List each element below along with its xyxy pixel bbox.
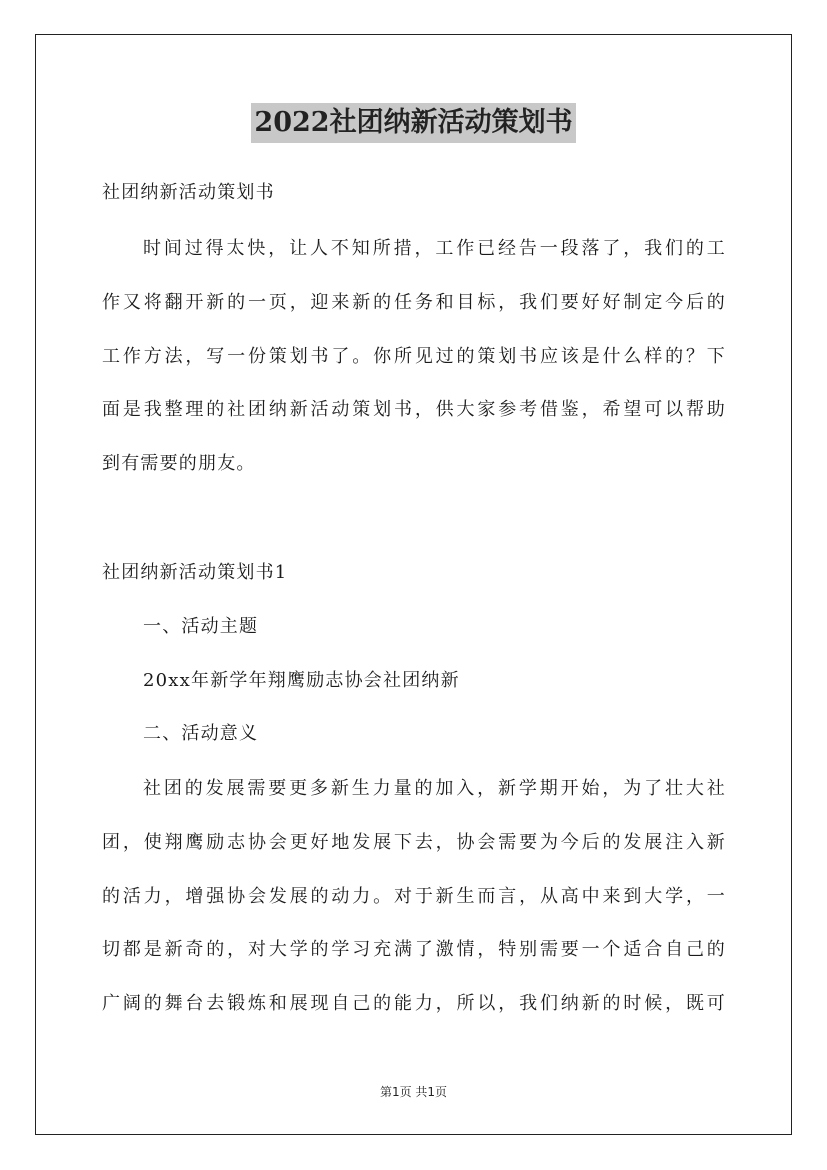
body-line: 切都是新奇的，对大学的学习充满了激情，特别需要一个适合自己的 [102, 939, 726, 960]
intro-line: 到有需要的朋友。 [102, 453, 256, 474]
body-line: 团，使翔鹰励志协会更好地发展下去，协会需要为今后的发展注入新 [102, 832, 726, 853]
body-line: 的活力，增强协会发展的动力。对于新生而言，从高中来到大学，一 [102, 886, 726, 907]
item-heading: 二、活动意义 [143, 723, 259, 744]
intro-line: 作又将翻开新的一页，迎来新的任务和目标，我们要好好制定今后的 [102, 292, 726, 313]
body-line: 广阔的舞台去锻炼和展现自己的能力，所以，我们纳新的时候，既可 [102, 993, 726, 1014]
item-heading: 一、活动主题 [143, 616, 259, 637]
document-title-wrap [0, 103, 827, 143]
document-title: 2022社团纳新活动策划书 [251, 103, 575, 143]
item-text: 20xx年新学年翔鹰励志协会社团纳新 [143, 670, 460, 691]
section-heading: 社团纳新活动策划书1 [102, 562, 288, 583]
intro-line: 面是我整理的社团纳新活动策划书，供大家参考借鉴，希望可以帮助 [102, 399, 726, 420]
body-line: 社团的发展需要更多新生力量的加入，新学期开始，为了壮大社 [143, 778, 726, 799]
subtitle: 社团纳新活动策划书 [102, 182, 275, 203]
intro-line: 工作方法，写一份策划书了。你所见过的策划书应该是什么样的？下 [102, 346, 726, 367]
page-number: 第1页 共1页 [379, 1085, 448, 1099]
intro-line: 时间过得太快，让人不知所措，工作已经告一段落了，我们的工 [143, 238, 726, 259]
